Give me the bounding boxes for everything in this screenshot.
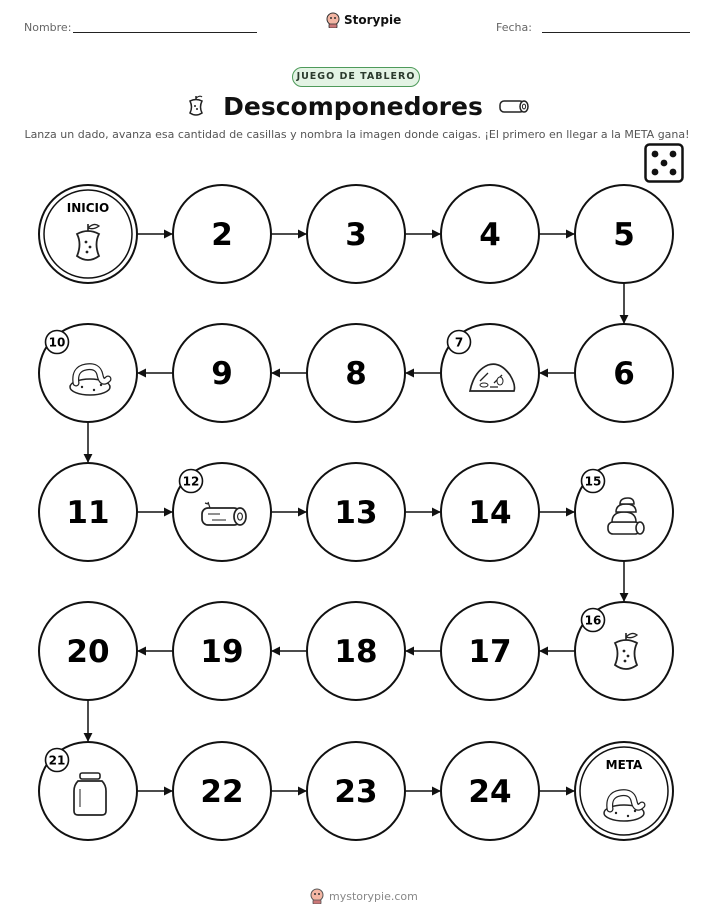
cell-number: 7 bbox=[454, 335, 464, 350]
board-cell-15 bbox=[575, 463, 673, 561]
mascot-icon bbox=[310, 888, 324, 904]
board-cell-22 bbox=[173, 742, 271, 840]
cell-number: 18 bbox=[334, 634, 378, 670]
instructions: Lanza un dado, avanza esa cantidad de casillas y nombra la imagen donde caigas. ¡El primero en llegar a la META gana! bbox=[24, 128, 690, 141]
footer-url[interactable]: mystorypie.com bbox=[329, 889, 418, 903]
cell-number: 20 bbox=[66, 634, 110, 670]
board-cells bbox=[39, 185, 673, 840]
board-cell-12 bbox=[173, 463, 271, 561]
board-cell-1 bbox=[39, 185, 137, 283]
board-cell-4 bbox=[441, 185, 539, 283]
cell-number: 19 bbox=[200, 634, 244, 670]
board-cell-19 bbox=[173, 602, 271, 700]
cell-number: 14 bbox=[468, 495, 512, 531]
cell-number: 15 bbox=[584, 474, 602, 489]
cell-number: 3 bbox=[345, 217, 367, 253]
cell-number: 6 bbox=[613, 356, 635, 392]
board-cell-25 bbox=[575, 742, 673, 840]
board-cell-18 bbox=[307, 602, 405, 700]
cell-number: 8 bbox=[345, 356, 367, 392]
cell-number: 16 bbox=[584, 613, 602, 628]
board-cell-21 bbox=[39, 742, 137, 840]
cell-number: 23 bbox=[334, 774, 378, 810]
board-cell-11 bbox=[39, 463, 137, 561]
board-cell-3 bbox=[307, 185, 405, 283]
cell-number: 11 bbox=[66, 495, 110, 531]
cell-number: 10 bbox=[48, 335, 66, 350]
board-cell-24 bbox=[441, 742, 539, 840]
board-cell-17 bbox=[441, 602, 539, 700]
cell-label: META bbox=[605, 758, 643, 772]
title-text: Descomponedores bbox=[223, 92, 483, 121]
game-type-badge: JUEGO DE TABLERO bbox=[292, 67, 420, 87]
cell-number: 22 bbox=[200, 774, 244, 810]
name-label: Nombre: bbox=[24, 21, 72, 34]
cell-number: 12 bbox=[182, 474, 200, 489]
board-cell-14 bbox=[441, 463, 539, 561]
board-cell-9 bbox=[173, 324, 271, 422]
board-cell-7 bbox=[441, 324, 539, 422]
cell-number: 17 bbox=[468, 634, 512, 670]
board-cell-10 bbox=[39, 324, 137, 422]
cell-number: 13 bbox=[334, 495, 378, 531]
board-cell-13 bbox=[307, 463, 405, 561]
board-cell-2 bbox=[173, 185, 271, 283]
cell-number: 5 bbox=[613, 217, 635, 253]
cell-number: 4 bbox=[479, 217, 501, 253]
brand-name: Storypie bbox=[344, 13, 402, 27]
board-cell-23 bbox=[307, 742, 405, 840]
date-label: Fecha: bbox=[496, 21, 532, 34]
cell-number: 24 bbox=[468, 774, 512, 810]
cell-label: INICIO bbox=[66, 201, 110, 215]
board-cell-6 bbox=[575, 324, 673, 422]
footer bbox=[310, 888, 418, 904]
cell-number: 2 bbox=[211, 217, 233, 253]
cell-number: 21 bbox=[48, 753, 66, 768]
board-cell-5 bbox=[575, 185, 673, 283]
board-cell-16 bbox=[575, 602, 673, 700]
board-cell-20 bbox=[39, 602, 137, 700]
board-cell-8 bbox=[307, 324, 405, 422]
cell-number: 9 bbox=[211, 356, 233, 392]
